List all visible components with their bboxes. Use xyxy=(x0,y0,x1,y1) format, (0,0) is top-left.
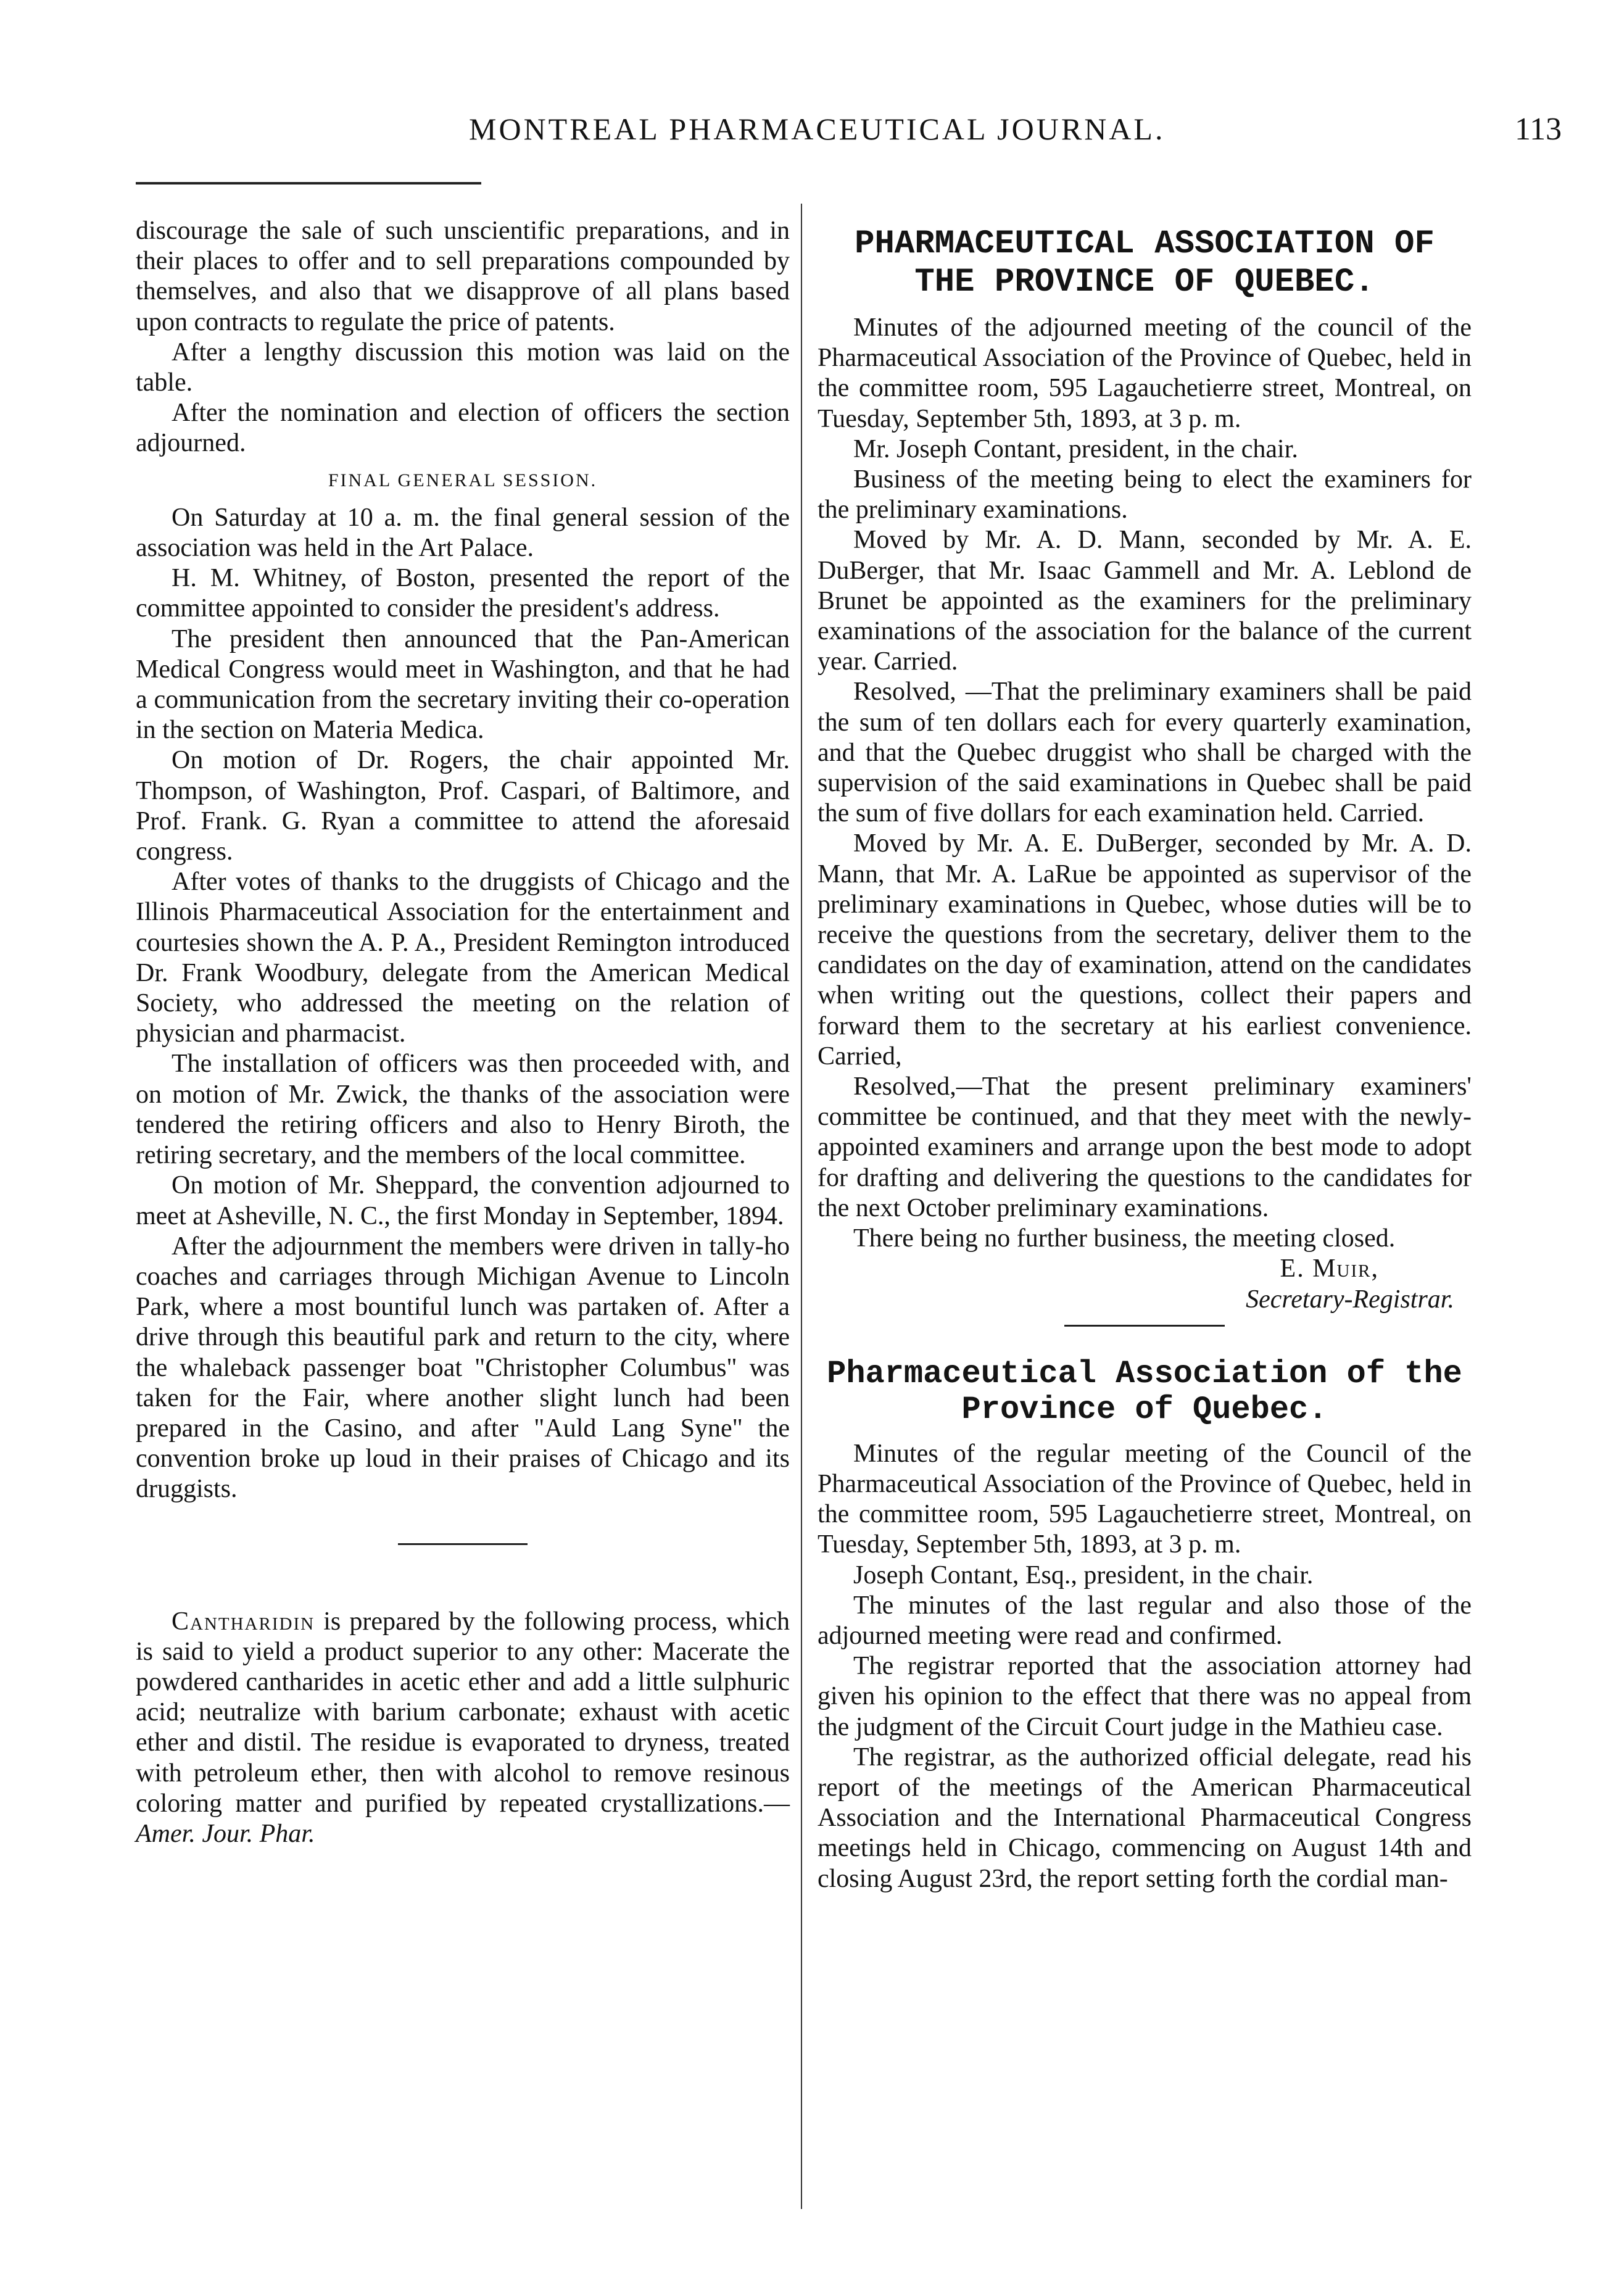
section-title: Pharmaceutical Association of the Province of Quebec. xyxy=(827,1355,1462,1428)
paragraph: The installation of officers was then proceeded with, and on motion of Mr. Zwick, the thanks of the association were tendered the retiring officers and also to Henry Biroth, the retiring secretary, and the members of the local committee. xyxy=(136,1050,790,1170)
paragraph: On Saturday at 10 a. m. the final general session of the association was held in the Art Palace. xyxy=(136,503,790,563)
paragraph: On motion of Dr. Rogers, the chair appointed Mr. Thompson, of Washington, Prof. Caspari, of Baltimore, and Prof. Frank. G. Ryan a committee to attend the aforesaid congress. xyxy=(136,746,790,866)
section-subheading: FINAL GENERAL SESSION. xyxy=(328,470,598,491)
paragraph: After votes of thanks to the druggists of Chicago and the Illinois Pharmaceutical Association for the entertainment and courtesies shown the A. P. A., President Remington introduced Dr. Frank Woodbury, delegate from the American Medical Society, who addressed the meeting on the relation of physician and pharmacist. xyxy=(136,868,790,1048)
left-column xyxy=(136,216,790,1849)
section-rule xyxy=(398,1543,528,1545)
signature-name-text: E. Muir, xyxy=(1280,1254,1379,1283)
paragraph: Joseph Contant, Esq., president, in the chair. xyxy=(853,1560,1314,1589)
cantharidin-source: Amer. Jour. Phar. xyxy=(136,1819,315,1848)
paragraph: discourage the sale of such unscientific preparations, and in their places to offer and to sell preparations compounded by themselves, and also that we disapprove of all plans based upon contracts to regulate the price of patents. xyxy=(136,217,790,336)
paragraph: On motion of Mr. Sheppard, the convention adjourned to meet at Asheville, N. C., the first Monday in September, 1894. xyxy=(136,1171,790,1230)
paragraph: Business of the meeting being to elect the examiners for the preliminary examinations. xyxy=(818,465,1472,524)
signature-name xyxy=(818,1254,1472,1284)
column-divider xyxy=(801,204,802,2209)
paragraph: The president then announced that the Pan-American Medical Congress would meet in Washington, and that he had a communication from the secretary inviting their co-operation in the section on Materia Medica. xyxy=(136,624,790,745)
paragraph: H. M. Whitney, of Boston, presented the report of the committee appointed to consider the president's address. xyxy=(136,564,790,623)
cantharidin-paragraph xyxy=(136,1607,790,1850)
paragraph: The registrar, as the authorized official delegate, read his report of the meetings of the American Pharmaceutical Association and the International Pharmaceutical Congress meetings held in Chicago, commencing on August 14th and closing August 23rd, the report setting forth the cordial man- xyxy=(818,1743,1472,1893)
right-column xyxy=(818,225,1472,1894)
cantharidin-lead: Cantharidin xyxy=(172,1607,315,1636)
paragraph: Moved by Mr. A. E. DuBerger, seconded by Mr. A. D. Mann, that Mr. A. LaRue be appointed as supervisor of the preliminary examinations in Quebec, whose duties will be to receive the questions from the secretary, deliver them to the candidates on the day of examination, attend on the candidates when writing out the questions, collect their papers and forward them to the secretary at his earliest convenience. Carried, xyxy=(818,829,1472,1071)
paragraph: The registrar reported that the association attorney had given his opinion to the effect that there was no appeal from the judgment of the Circuit Court judge in the Mathieu case. xyxy=(818,1652,1472,1741)
paragraph: Minutes of the regular meeting of the Council of the Pharmaceutical Association of the Province of Quebec, held in the committee room, 595 Lagauchetierre street, Montreal, on Tuesday, September 5th, 1893, at 3 p. m. xyxy=(818,1439,1472,1559)
paragraph: Minutes of the adjourned meeting of the council of the Pharmaceutical Association of the Province of Quebec, held in the committee room, 595 Lagauchetierre street, Montreal, on Tuesday, September 5th, 1893, at 3 p. m. xyxy=(818,313,1472,433)
paragraph: There being no further business, the meeting closed. xyxy=(853,1224,1396,1253)
section-rule xyxy=(1064,1325,1225,1327)
page-header xyxy=(0,111,1619,167)
paragraph: After a lengthy discussion this motion was laid on the table. xyxy=(136,338,790,397)
paragraph: Resolved,—That the present preliminary examiners' committee be continued, and that they meet with the newly-appointed examiners and arrange upon the best mode to adopt for drafting and delivering the questions to the candidates for the next October preliminary examinations. xyxy=(818,1072,1472,1222)
paragraph: After the adjournment the members were driven in tally-ho coaches and carriages through Michigan Avenue to Lincoln Park, where a most bountiful lunch was partaken of. After a drive through this beautiful park and return to the city, where the whaleback passenger boat "Christopher Columbus" was taken for the Fair, where another slight lunch had been prepared in the Casino, and after "Auld Lang Syne" the convention broke up loud in their praises of Chicago and its druggists. xyxy=(136,1232,790,1504)
paragraph: Moved by Mr. A. D. Mann, seconded by Mr. A. E. DuBerger, that Mr. Isaac Gammell and Mr. A. Leblond de Brunet be appointed as the examiners for the preliminary examinations of the association for the balance of the current year. Carried. xyxy=(818,526,1472,676)
signature-role: Secretary-Registrar. xyxy=(1246,1285,1454,1314)
paragraph: Resolved, —That the preliminary examiners shall be paid the sum of ten dollars each for every quarterly examination, and that the Quebec druggist who shall be charged with the supervision of the said examinations in Quebec shall be paid the sum of five dollars for each examination held. Carried. xyxy=(818,678,1472,828)
header-rule xyxy=(136,182,481,184)
cantharidin-body: is prepared by the following process, which is said to yield a product superior to any other: Macerate the powdered cantharides in acetic ether and add a little sulphuric acid; neutralize with barium carbonate; exhaust with acetic ether and distil. The residue is evaporated to dryness, treated with petroleum ether, then with alcohol to remove resinous coloring matter and purified by repeated crystallizations.— xyxy=(136,1607,790,1818)
page-number: 113 xyxy=(1515,112,1562,147)
paragraph: After the nomination and election of officers the section adjourned. xyxy=(136,399,790,458)
running-title: MONTREAL PHARMACEUTICAL JOURNAL. xyxy=(469,112,1166,146)
paragraph: Mr. Joseph Contant, president, in the chair. xyxy=(853,434,1298,463)
paragraph: The minutes of the last regular and also those of the adjourned meeting were read and confirmed. xyxy=(818,1591,1472,1650)
section-title: PHARMACEUTICAL ASSOCIATION OF THE PROVINCE OF QUEBEC. xyxy=(855,225,1435,301)
